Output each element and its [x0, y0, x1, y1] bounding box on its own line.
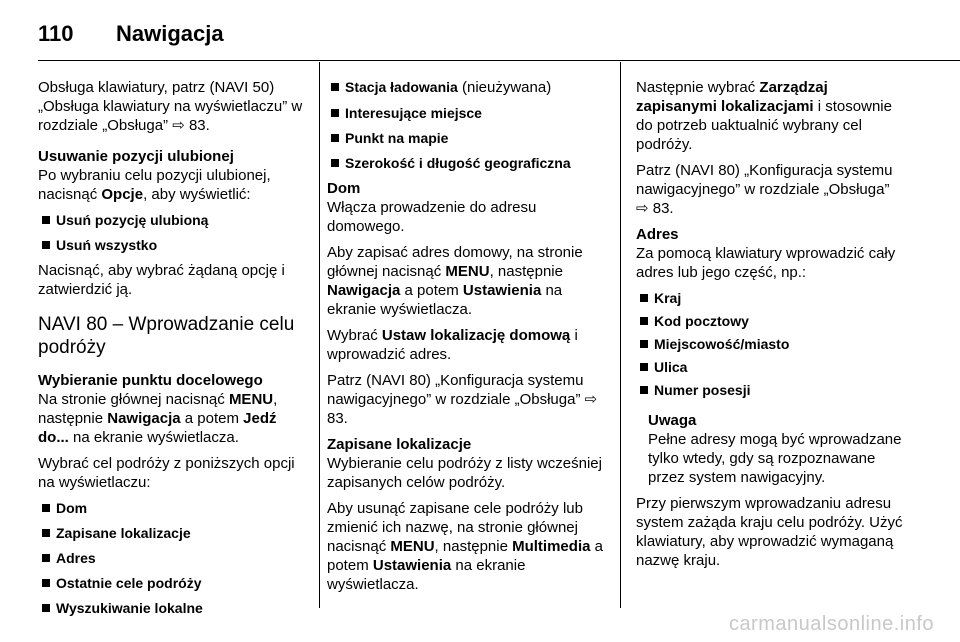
column-divider	[620, 62, 621, 608]
manage-locations-text: Następnie wybrać Zarządzaj zapisanymi lokalizacjami i stosownie do potrzeb uaktualnić wybrany cel podróży.	[636, 79, 892, 153]
list-item-label: Numer posesji	[654, 382, 751, 398]
list-item	[327, 129, 603, 147]
list-item-label: Stacja ładowania	[345, 79, 458, 95]
delete-saved-text: Aby usunąć zapisane cele podróży lub zmienić ich nazwę, na stronie głównej nacisnąć MENU, następnie Multimedia a potem Ustawienia na ekranie wyświetlacza.	[327, 500, 603, 593]
bullet-square-icon	[331, 83, 339, 91]
bullet-square-icon	[42, 241, 50, 249]
list-item	[327, 78, 603, 97]
saved-locations-text: Wybieranie celu podróży z listy wcześniej zapisanych celów podróży.	[327, 455, 602, 491]
bullet-square-icon	[331, 159, 339, 167]
list-item-label: Adres	[56, 550, 96, 566]
save-home-text: Aby zapisać adres domowy, na stronie głównej nacisnąć MENU, następnie Nawigacja a potem Ustawienia na ekranie wyświetlacza.	[327, 244, 583, 318]
bullet-square-icon	[42, 579, 50, 587]
list-item	[636, 358, 906, 376]
column-left	[38, 78, 310, 624]
list-item	[38, 236, 310, 254]
first-entry-text: Przy pierwszym wprowadzaniu adresu system zażąda kraju celu podróży. Użyć klawiatury, aby wprowadzić wymaganą nazwę kraju.	[636, 495, 903, 569]
address-fields-list	[636, 289, 906, 399]
list-item-label: Wyszukiwanie lokalne	[56, 600, 203, 616]
intro-paragraph: Obsługa klawiatury, patrz (NAVI 50) „Obsługa klawiatury na wyświetlaczu” w rozdziale „Obsługa” ⇨ 83.	[38, 79, 303, 134]
home-heading: Dom	[327, 180, 361, 197]
list-item	[636, 381, 906, 399]
list-item	[38, 499, 310, 517]
remove-options-list	[38, 211, 310, 254]
note-heading: Uwaga	[648, 412, 697, 429]
set-home-text: Wybrać Ustaw lokalizację domową i wprowadzić adres.	[327, 327, 578, 363]
page-number: 110	[38, 21, 74, 46]
list-item-label: Dom	[56, 500, 88, 516]
more-destination-options-list	[327, 78, 603, 172]
config-reference: Patrz (NAVI 80) „Konfiguracja systemu nawigacyjnego” w rozdziale „Obsługa” ⇨ 83.	[327, 372, 598, 427]
bullet-square-icon	[42, 216, 50, 224]
list-item-label: Szerokość i długość geograficzna	[345, 155, 571, 171]
list-item-label: Zapisane lokalizacje	[56, 525, 191, 541]
bullet-square-icon	[331, 109, 339, 117]
bullet-square-icon	[640, 340, 648, 348]
saved-locations-heading: Zapisane lokalizacje	[327, 436, 472, 453]
list-item-label: Kod pocztowy	[654, 313, 749, 329]
list-item	[38, 524, 310, 542]
list-item-label: Kraj	[654, 290, 682, 306]
list-item-note: (nieużywana)	[457, 79, 552, 96]
bullet-square-icon	[331, 134, 339, 142]
column-divider	[319, 62, 320, 608]
list-item	[327, 154, 603, 172]
list-item-label: Ostatnie cele podróży	[56, 575, 202, 591]
column-middle	[327, 78, 603, 601]
bullet-square-icon	[640, 386, 648, 394]
list-item	[327, 104, 603, 122]
bullet-square-icon	[42, 554, 50, 562]
list-item	[636, 312, 906, 330]
bullet-square-icon	[640, 317, 648, 325]
select-destination-heading: Wybieranie punktu docelowego	[38, 372, 263, 389]
list-item-label: Interesujące miejsce	[345, 105, 482, 121]
destination-options-list	[38, 499, 310, 617]
list-item-label: Miejscowość/miasto	[654, 336, 790, 352]
bullet-square-icon	[42, 529, 50, 537]
section-title: NAVI 80 – Wprowadzanie celu podróży	[38, 314, 295, 358]
note-text: Pełne adresy mogą być wprowadzane tylko wtedy, gdy są rozpoznawane przez system nawigacyjny.	[648, 431, 902, 486]
address-text: Za pomocą klawiatury wprowadzić cały adres lub jego część, np.:	[636, 245, 896, 281]
page-header	[38, 14, 960, 54]
header-rule	[38, 60, 960, 61]
page-title: Nawigacja	[116, 21, 224, 46]
note-block	[648, 411, 906, 487]
list-item-label: Ulica	[654, 359, 688, 375]
remove-favourite-text: Po wybraniu celu pozycji ulubionej, nacisnąć Opcje, aby wyświetlić:	[38, 167, 271, 203]
bullet-square-icon	[640, 294, 648, 302]
config-reference: Patrz (NAVI 80) „Konfiguracja systemu nawigacyjnego” w rozdziale „Obsługa” ⇨ 83.	[636, 162, 893, 217]
confirm-paragraph: Nacisnąć, aby wybrać żądaną opcję i zatwierdzić ją.	[38, 262, 285, 298]
column-right	[636, 78, 906, 577]
bullet-square-icon	[42, 504, 50, 512]
list-item	[38, 211, 310, 229]
list-item	[38, 574, 310, 592]
choose-destination-text: Wybrać cel podróży z poniższych opcji na wyświetlaczu:	[38, 455, 295, 491]
home-text: Włącza prowadzenie do adresu domowego.	[327, 199, 537, 235]
list-item	[38, 549, 310, 567]
list-item-label: Punkt na mapie	[345, 130, 449, 146]
list-item	[636, 335, 906, 353]
select-destination-text: Na stronie głównej nacisnąć MENU, następnie Nawigacja a potem Jedź do... na ekranie wyświetlacza.	[38, 391, 278, 446]
bullet-square-icon	[42, 604, 50, 612]
list-item	[636, 289, 906, 307]
list-item-label: Usuń pozycję ulubioną	[56, 212, 209, 228]
list-item	[38, 599, 310, 617]
watermark: carmanualsonline.info	[728, 613, 934, 635]
remove-favourite-heading: Usuwanie pozycji ulubionej	[38, 148, 234, 165]
address-heading: Adres	[636, 226, 679, 243]
bullet-square-icon	[640, 363, 648, 371]
list-item-label: Usuń wszystko	[56, 237, 158, 253]
